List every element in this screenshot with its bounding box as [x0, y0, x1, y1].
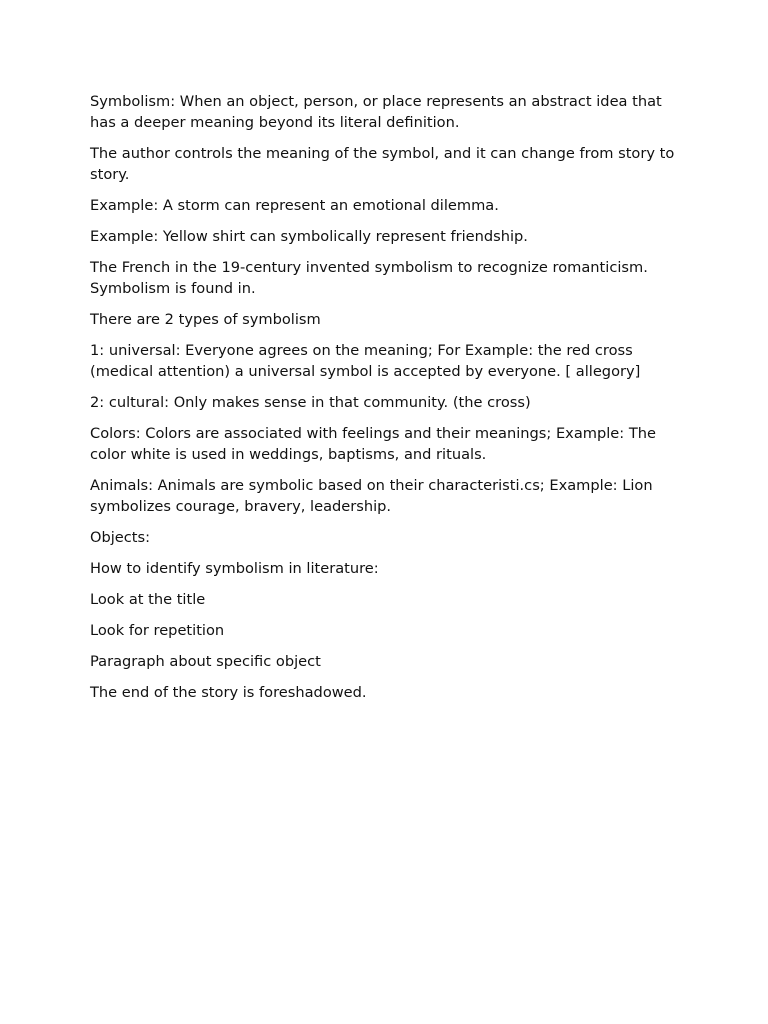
- paragraph-colors: Colors: Colors are associated with feelings and their meanings; Example: The color white is used in weddings, baptisms, and rituals.: [90, 425, 656, 463]
- paragraph-symbolism-definition: Symbolism: When an object, person, or place represents an abstract idea that has a deeper meaning beyond its literal definition.: [90, 93, 662, 131]
- paragraph-type-cultural: 2: cultural: Only makes sense in that community. (the cross): [90, 394, 531, 411]
- paragraph-type-universal: 1: universal: Everyone agrees on the meaning; For Example: the red cross (medical attention) a universal symbol is accepted by everyone. [ allegory]: [90, 342, 641, 380]
- paragraph-types-heading: There are 2 types of symbolism: [90, 311, 321, 328]
- document-body: [90, 91, 690, 713]
- paragraph-objects: Objects:: [90, 529, 151, 546]
- paragraph-foreshadowed: The end of the story is foreshadowed.: [90, 684, 367, 701]
- paragraph-look-for-repetition: Look for repetition: [90, 622, 225, 639]
- paragraph-specific-object: Paragraph about specific object: [90, 653, 321, 670]
- paragraph-look-at-title: Look at the title: [90, 591, 206, 608]
- paragraph-how-to-identify: How to identify symbolism in literature:: [90, 560, 379, 577]
- paragraph-example-storm: Example: A storm can represent an emotional dilemma.: [90, 197, 499, 214]
- paragraph-author-controls-meaning: The author controls the meaning of the symbol, and it can change from story to story.: [90, 145, 675, 183]
- paragraph-animals: Animals: Animals are symbolic based on their characteristi.cs; Example: Lion symbolizes courage, bravery, leadership.: [90, 477, 653, 515]
- paragraph-french-origin: The French in the 19-century invented symbolism to recognize romanticism. Symbolism is found in.: [90, 259, 648, 297]
- paragraph-example-yellow-shirt: Example: Yellow shirt can symbolically represent friendship.: [90, 228, 528, 245]
